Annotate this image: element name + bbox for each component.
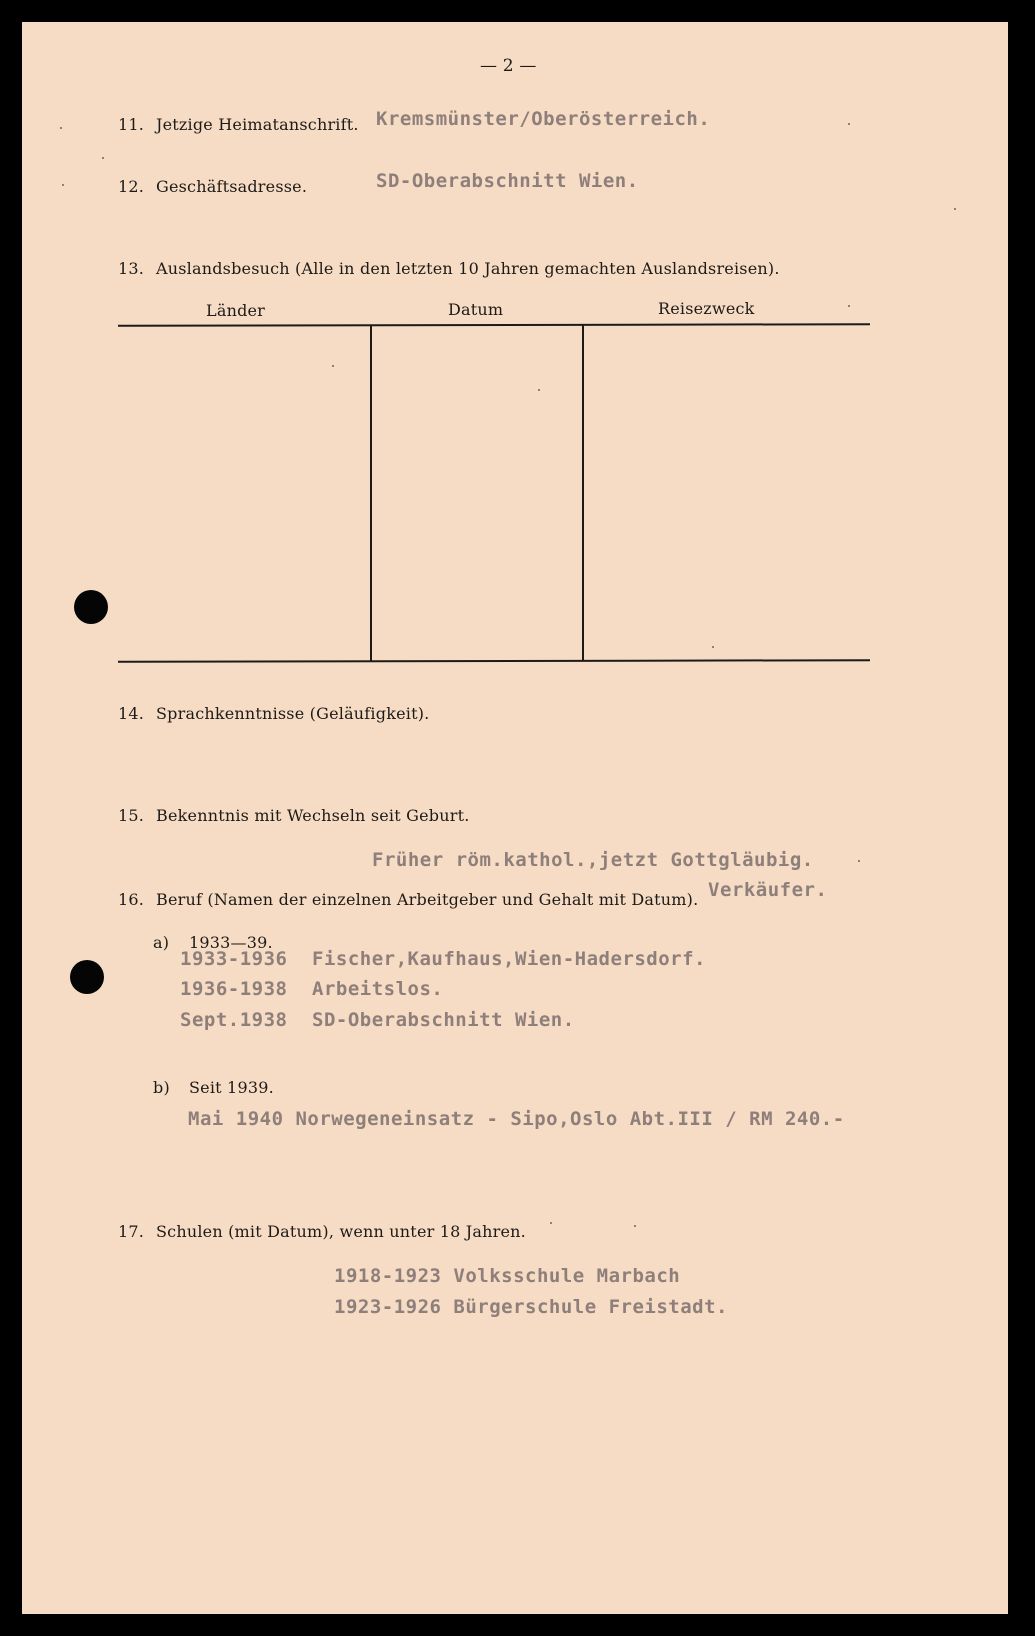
item-number: 13. — [118, 259, 145, 278]
table-bottom-rule — [118, 659, 870, 663]
label-text: Sprachkenntnisse (Geläufigkeit). — [156, 704, 430, 723]
paper-speck — [954, 208, 956, 210]
label-text: Bekenntnis mit Wechseln seit Geburt. — [156, 806, 470, 825]
school-entry-1: 1918-1923 Volksschule Marbach — [334, 1265, 681, 1287]
item-14-label — [118, 704, 429, 723]
paper-speck — [102, 157, 104, 159]
label-text: Auslandsbesuch (Alle in den letzten 10 Jahren gemachten Auslandsreisen). — [156, 259, 780, 278]
paper-speck — [550, 1222, 552, 1224]
paper-speck — [712, 646, 714, 648]
punch-hole-bottom — [70, 960, 104, 994]
item-15-label — [118, 806, 470, 825]
item-11-value: Kremsmünster/Oberösterreich. — [376, 108, 711, 130]
item-12-label — [118, 177, 307, 196]
sub-label: a) — [153, 933, 170, 952]
label-text: Schulen (mit Datum), wenn unter 18 Jahren. — [156, 1222, 526, 1241]
entry-period: 1933-1936 — [180, 948, 288, 970]
item-13-label — [118, 259, 780, 278]
employment-entry-1 — [180, 948, 706, 970]
paper-speck — [332, 365, 334, 367]
employment-entry-2 — [180, 978, 443, 1000]
item-12-value: SD-Oberabschnitt Wien. — [376, 170, 639, 192]
punch-hole-top — [74, 590, 108, 624]
label-text: Jetzige Heimatanschrift. — [156, 115, 359, 134]
page-number: — 2 — — [480, 56, 537, 76]
item-number: 16. — [118, 890, 145, 909]
paper-speck — [848, 123, 850, 125]
paper-speck — [848, 305, 850, 307]
entry-period: 1936-1938 — [180, 978, 288, 1000]
item-number: 15. — [118, 806, 145, 825]
item-number: 17. — [118, 1222, 145, 1241]
paper-speck — [858, 860, 860, 862]
sub-label: b) — [153, 1078, 170, 1097]
entry-text: SD-Oberabschnitt Wien. — [312, 1009, 575, 1031]
item-16-label — [118, 890, 698, 909]
paper-speck — [538, 389, 540, 391]
paper-speck — [62, 184, 64, 186]
table-column-divider-1 — [370, 325, 372, 661]
entry-period: Sept.1938 — [180, 1009, 288, 1031]
table-column-divider-2 — [582, 325, 584, 661]
label-text: Geschäftsadresse. — [156, 177, 308, 196]
school-entry-2: 1923-1926 Bürgerschule Freistadt. — [334, 1296, 728, 1318]
item-number: 11. — [118, 115, 145, 134]
column-header-datum: Datum — [448, 300, 504, 319]
item-17-label — [118, 1222, 526, 1241]
item-16b-heading — [153, 1078, 274, 1097]
column-header-laender: Länder — [206, 301, 266, 320]
employment-entry-since-1939: Mai 1940 Norwegeneinsatz - Sipo,Oslo Abt.III / RM 240.- — [188, 1108, 845, 1130]
sub-range: Seit 1939. — [189, 1078, 274, 1097]
item-11-label — [118, 115, 359, 134]
label-text: Beruf (Namen der einzelnen Arbeitgeber und Gehalt mit Datum). — [156, 890, 699, 909]
sub-range: 1933—39. — [189, 933, 273, 952]
item-number: 12. — [118, 177, 145, 196]
item-16-value: Verkäufer. — [708, 879, 828, 901]
entry-text: Fischer,Kaufhaus,Wien-Hadersdorf. — [312, 948, 706, 970]
paper-speck — [60, 127, 62, 129]
document-page — [22, 22, 1008, 1614]
employment-entry-3 — [180, 1009, 575, 1031]
entry-text: Arbeitslos. — [312, 978, 444, 1000]
paper-speck — [634, 1225, 636, 1227]
column-header-reisezweck: Reisezweck — [658, 299, 755, 318]
table-header-rule — [118, 323, 870, 327]
item-15-value: Früher röm.kathol.,jetzt Gottgläubig. — [372, 849, 814, 871]
item-number: 14. — [118, 704, 145, 723]
